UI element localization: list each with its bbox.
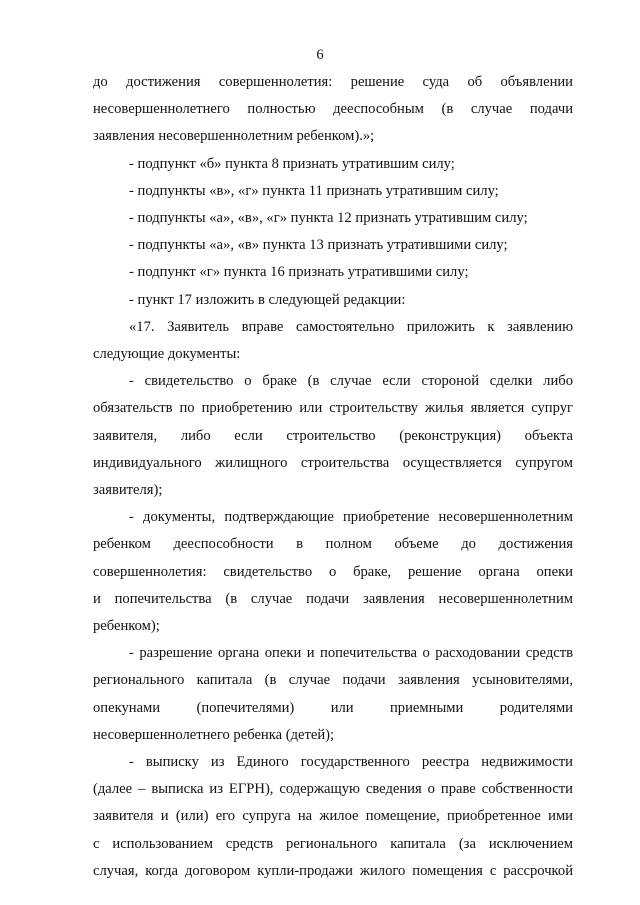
text-line: обязательств по приобретению или строительству жилья является супруг <box>93 400 573 417</box>
text-line: с использованием средств регионального капитала (за исключением <box>93 835 573 852</box>
paragraph <box>93 205 573 232</box>
text-line: - выписку из Единого государственного реестра недвижимости <box>129 754 573 771</box>
text-line: - подпункты «а», «в» пункта 13 признать утратившими силу; <box>129 237 508 254</box>
text-line: несовершеннолетнего ребенка (детей); <box>93 726 335 743</box>
paragraph <box>93 232 573 259</box>
paragraph <box>93 749 573 885</box>
text-line: заявителя и (или) его супруга на жилое помещение, приобретенное ими <box>93 808 573 825</box>
paragraph <box>93 69 573 151</box>
text-line: - свидетельство о браке (в случае если стороной сделки либо <box>129 373 573 390</box>
text-line: ребенком дееспособности в полном объеме до достижения <box>93 536 573 553</box>
text-line: случая, когда договором купли-продажи жилого помещения с рассрочкой <box>93 862 573 879</box>
page-number: 6 <box>316 47 324 63</box>
text-line: до достижения совершеннолетия: решение суда об объявлении <box>93 74 573 90</box>
paragraph <box>93 259 573 286</box>
paragraph <box>93 178 573 205</box>
paragraph <box>93 151 573 178</box>
paragraph <box>93 287 573 314</box>
text-line: и попечительства (в случае подачи заявления несовершеннолетним <box>93 590 573 607</box>
text-line: заявителя); <box>93 482 163 499</box>
text-line: - пункт 17 изложить в следующей редакции: <box>129 291 406 308</box>
text-line: несовершеннолетнего полностью дееспособным (в случае подачи <box>93 101 573 118</box>
text-line: ребенком); <box>93 618 160 635</box>
paragraph <box>93 504 573 640</box>
text-line: индивидуального жилищного строительства осуществляется супругом <box>93 454 573 471</box>
text-line: - документы, подтверждающие приобретение несовершеннолетним <box>129 509 573 526</box>
text-line: следующие документы: <box>93 346 241 363</box>
paragraph <box>93 640 573 749</box>
text-line: заявителя, либо если строительство (реконструкция) объекта <box>93 427 573 444</box>
text-line: - подпункт «г» пункта 16 признать утратившими силу; <box>129 264 469 281</box>
text-line: - разрешение органа опеки и попечительства о расходовании средств <box>129 645 573 662</box>
text-line: - подпункты «в», «г» пункта 11 признать утратившим силу; <box>129 182 499 199</box>
text-line: опекунами (попечителями) или приемными родителями <box>93 699 573 716</box>
document-body <box>93 69 573 885</box>
text-line: (далее – выписка из ЕГРН), содержащую сведения о праве собственности <box>93 781 573 798</box>
text-line: регионального капитала (в случае подачи заявления усыновителями, <box>93 672 573 689</box>
text-line: - подпункт «б» пункта 8 признать утратившим силу; <box>129 155 455 172</box>
text-line: - подпункты «а», «в», «г» пункта 12 признать утратившим силу; <box>129 210 528 227</box>
paragraph <box>93 314 573 368</box>
text-line: совершеннолетия: свидетельство о браке, решение органа опеки <box>93 563 573 580</box>
text-line: «17. Заявитель вправе самостоятельно приложить к заявлению <box>129 318 573 335</box>
text-line: заявления несовершеннолетним ребенком).»; <box>93 128 375 145</box>
paragraph <box>93 368 573 504</box>
